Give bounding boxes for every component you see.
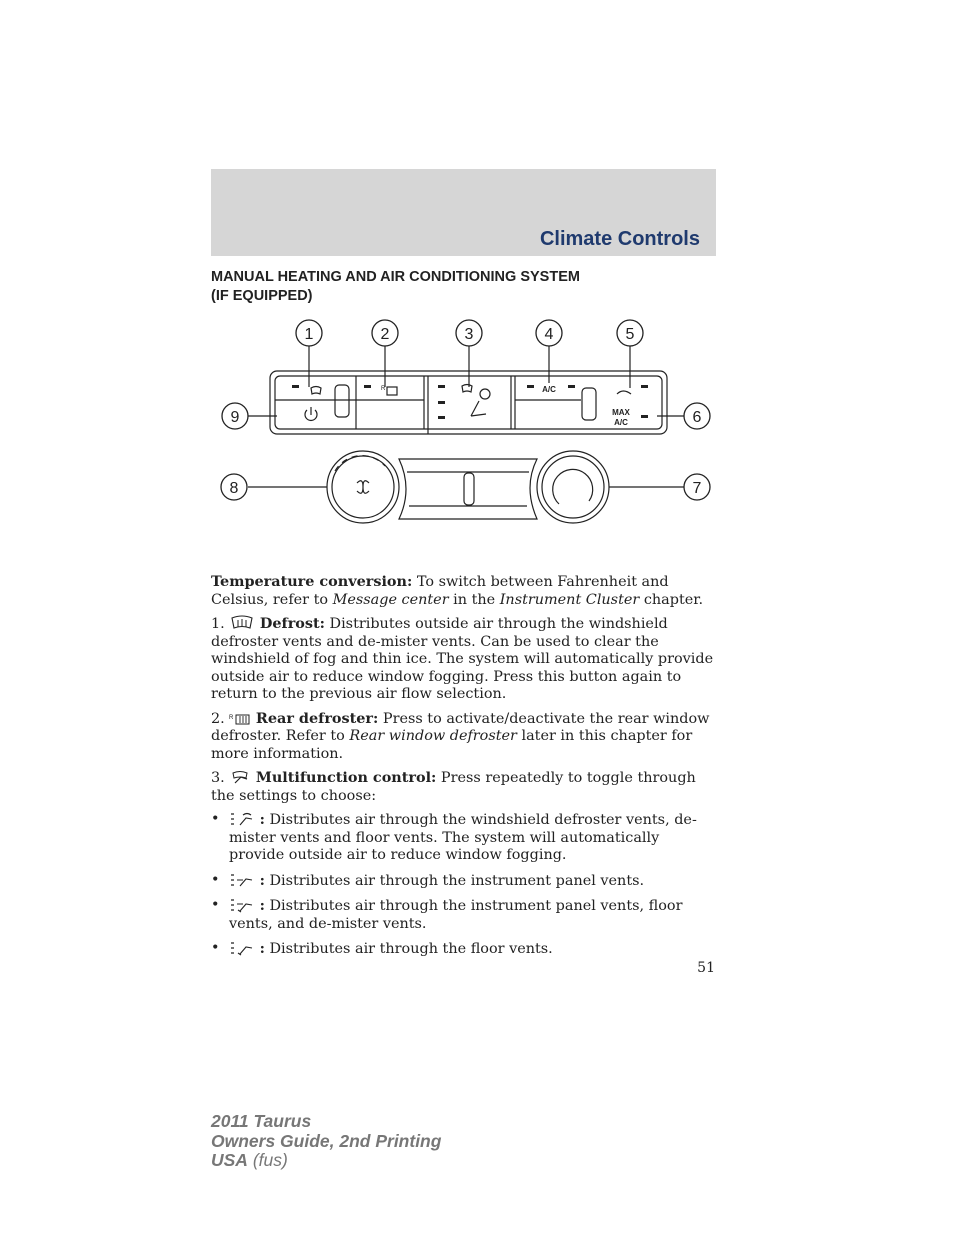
defrost-floor-mode-icon bbox=[229, 811, 255, 827]
list-item: • : Distributes air through the windshield defroster vents, de-mister vents and floor vents. The system will automatically provide outside air to reduce window fogging. bbox=[211, 811, 697, 863]
panel-mode-icon bbox=[229, 872, 255, 888]
body-text bbox=[211, 573, 719, 966]
climate-control-diagram bbox=[211, 315, 716, 530]
callout-1: 1 bbox=[304, 326, 314, 343]
callout-5: 5 bbox=[625, 326, 635, 343]
max-ac-label: A/C bbox=[614, 418, 628, 427]
section-heading bbox=[211, 268, 716, 306]
section-heading-line2: (IF EQUIPPED) bbox=[211, 288, 313, 304]
callout-9: 9 bbox=[230, 409, 240, 426]
airflow-settings-list bbox=[211, 811, 719, 959]
callout-6: 6 bbox=[692, 409, 702, 426]
footer-line1: 2011 Taurus bbox=[211, 1111, 312, 1131]
rear-defroster-paragraph: 2. R Rear defroster: Press to activate/deactivate the rear window defroster. Refer to Rear window defroster later in this chapter for more information. bbox=[211, 709, 710, 762]
defrost-paragraph: 1. Defrost: Distributes outside air through the windshield defroster vents and de-mister vents. Can be used to clear the windshield of fog and thin ice. The system will automatically provide outside air to reduce window fogging. Press this button again to return to the previous air flow selection. bbox=[211, 615, 714, 702]
rear-defrost-letter: R bbox=[381, 386, 386, 392]
list-item: • : Distributes air through the instrument panel vents, floor vents, and de-mister vents. bbox=[211, 897, 683, 932]
callout-2: 2 bbox=[380, 326, 390, 343]
callout-8: 8 bbox=[229, 480, 239, 497]
callout-3: 3 bbox=[464, 326, 474, 343]
header-band bbox=[211, 169, 716, 256]
footer-line3: USA (fus) bbox=[211, 1150, 288, 1170]
max-label: MAX bbox=[612, 408, 630, 417]
panel-floor-mode-icon bbox=[229, 897, 255, 913]
multifunction-paragraph: 3. Multifunction control: Press repeatedly to toggle through the settings to choose: bbox=[211, 769, 696, 804]
footer-line2: Owners Guide, 2nd Printing bbox=[211, 1130, 442, 1151]
list-item: • : Distributes air through the floor vents. bbox=[211, 940, 553, 957]
page-title: Climate Controls bbox=[539, 228, 700, 250]
floor-mode-icon bbox=[229, 940, 255, 956]
multifunction-icon bbox=[229, 769, 251, 785]
page-number: 51 bbox=[697, 960, 715, 976]
svg-text:R: R bbox=[229, 714, 234, 721]
list-item: • : Distributes air through the instrument panel vents. bbox=[211, 871, 645, 889]
callout-4: 4 bbox=[544, 326, 554, 343]
windshield-defrost-icon bbox=[229, 615, 255, 631]
section-heading-line1: MANUAL HEATING AND AIR CONDITIONING SYSTEM bbox=[211, 269, 580, 285]
ac-label: A/C bbox=[542, 385, 556, 394]
temperature-conversion-paragraph: Temperature conversion: To switch between Fahrenheit and Celsius, refer to Message center in the Instrument Cluster chapter. bbox=[211, 573, 704, 608]
rear-defrost-icon bbox=[229, 712, 251, 726]
footer bbox=[211, 1112, 441, 1171]
callout-7: 7 bbox=[692, 480, 702, 497]
